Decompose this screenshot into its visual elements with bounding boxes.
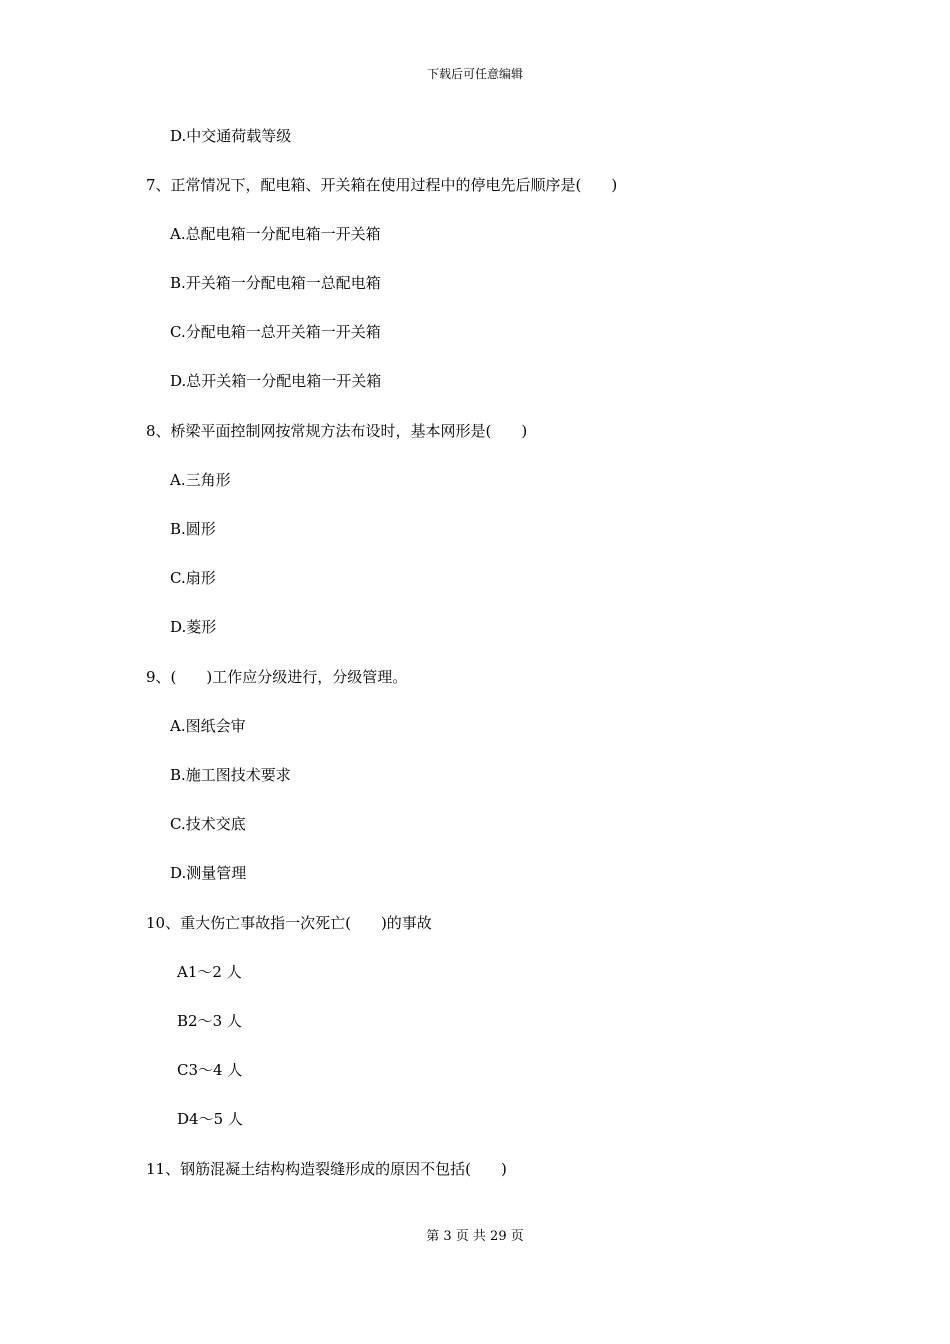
- option-d-q6: D.中交通荷载等级: [170, 127, 292, 145]
- question-10: 10、重大伤亡事故指一次死亡( )的事故: [146, 914, 432, 932]
- option-b-q8: B.圆形: [170, 520, 216, 538]
- option-c-q8: C.扇形: [170, 569, 216, 587]
- option-c-q10: C3～4 人: [177, 1061, 243, 1079]
- option-a-q7: A.总配电箱一分配电箱一开关箱: [170, 225, 381, 243]
- question-11: 11、钢筋混凝土结构构造裂缝形成的原因不包括( ): [146, 1160, 507, 1178]
- page-footer: 第 3 页 共 29 页: [426, 1229, 524, 1244]
- option-c-q9: C.技术交底: [170, 815, 246, 833]
- option-d-q10: D4～5 人: [177, 1110, 243, 1128]
- option-a-q9: A.图纸会审: [170, 717, 246, 735]
- option-b-q9: B.施工图技术要求: [170, 766, 291, 784]
- option-d-q7: D.总开关箱一分配电箱一开关箱: [170, 372, 382, 390]
- option-c-q7: C.分配电箱一总开关箱一开关箱: [170, 323, 381, 341]
- question-9: 9、( )工作应分级进行，分级管理。: [146, 668, 408, 686]
- option-b-q7: B.开关箱一分配电箱一总配电箱: [170, 274, 381, 292]
- option-d-q8: D.菱形: [170, 618, 217, 636]
- option-a-q10: A1～2 人: [177, 963, 242, 981]
- option-d-q9: D.测量管理: [170, 864, 247, 882]
- page-header: 下载后可任意编辑: [426, 67, 523, 81]
- option-b-q10: B2～3 人: [177, 1012, 242, 1030]
- question-7: 7、正常情况下，配电箱、开关箱在使用过程中的停电先后顺序是( ): [146, 176, 618, 194]
- option-a-q8: A.三角形: [170, 471, 231, 489]
- question-8: 8、桥梁平面控制网按常规方法布设时，基本网形是( ): [146, 422, 528, 440]
